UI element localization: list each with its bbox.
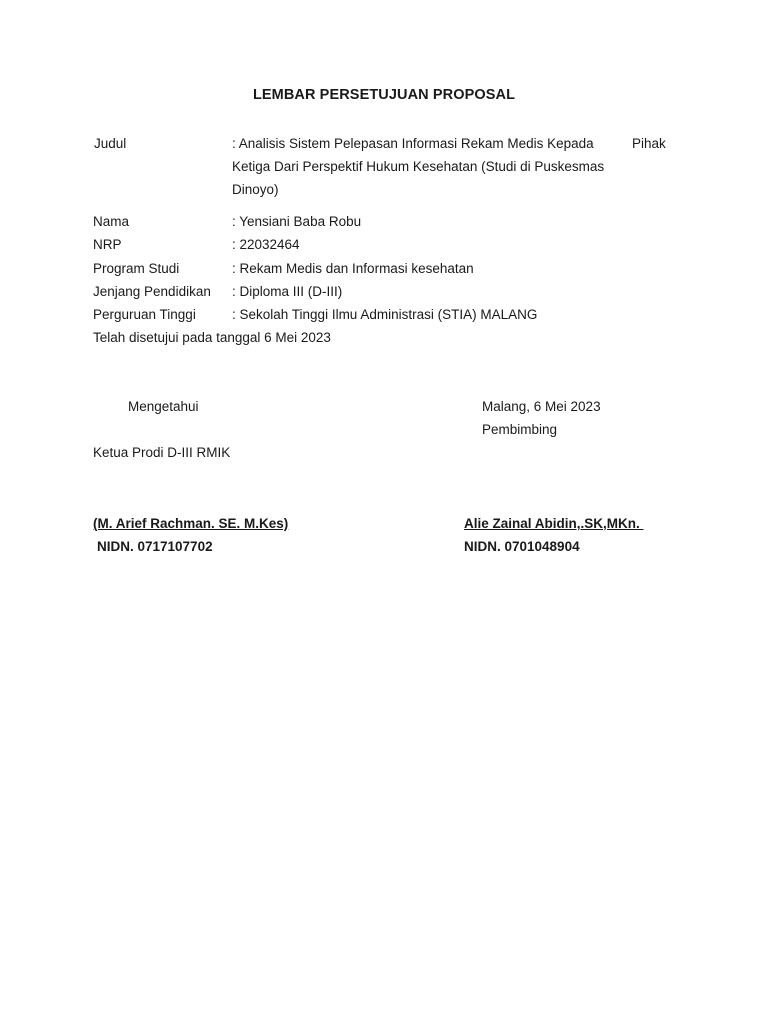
judul-value-line3: Dinoyo) [232, 182, 279, 197]
judul-value-line1: : Analisis Sistem Pelepasan Informasi Rekam Medis Kepada [232, 136, 594, 151]
left-signatory-name: (M. Arief Rachman. SE. M.Kes) [93, 516, 289, 531]
left-signatory-nidn: NIDN. 0717107702 [97, 539, 213, 554]
pt-value: : Sekolah Tinggi Ilmu Administrasi (STIA) MALANG [232, 307, 538, 322]
nama-label: Nama [93, 214, 130, 229]
jenjang-value: : Diploma III (D-III) [232, 284, 343, 299]
nrp-value: : 22032464 [232, 237, 300, 252]
right-signatory-name: Alie Zainal Abidin,.SK,MKn. [464, 516, 644, 531]
nama-value: : Yensiani Baba Robu [232, 214, 362, 229]
judul-value-line2: Ketiga Dari Perspektif Hukum Kesehatan (Studi di Puskesmas [232, 159, 605, 174]
right-place-date: Malang, 6 Mei 2023 [482, 399, 601, 414]
jenjang-label: Jenjang Pendidikan [93, 284, 211, 299]
judul-label: Judul [94, 136, 127, 151]
nrp-label: NRP [93, 237, 122, 252]
prodi-label: Program Studi [93, 261, 180, 276]
judul-value-line1-end: Pihak [632, 136, 666, 151]
left-heading: Mengetahui [128, 399, 199, 414]
approval-text: Telah disetujui pada tanggal 6 Mei 2023 [93, 330, 331, 345]
right-role: Pembimbing [482, 422, 558, 437]
right-signatory-nidn: NIDN. 0701048904 [464, 539, 580, 554]
page-title: LEMBAR PERSETUJUAN PROPOSAL [252, 87, 516, 103]
left-role: Ketua Prodi D-III RMIK [93, 445, 231, 460]
pt-label: Perguruan Tinggi [93, 307, 196, 322]
prodi-value: : Rekam Medis dan Informasi kesehatan [232, 261, 474, 276]
